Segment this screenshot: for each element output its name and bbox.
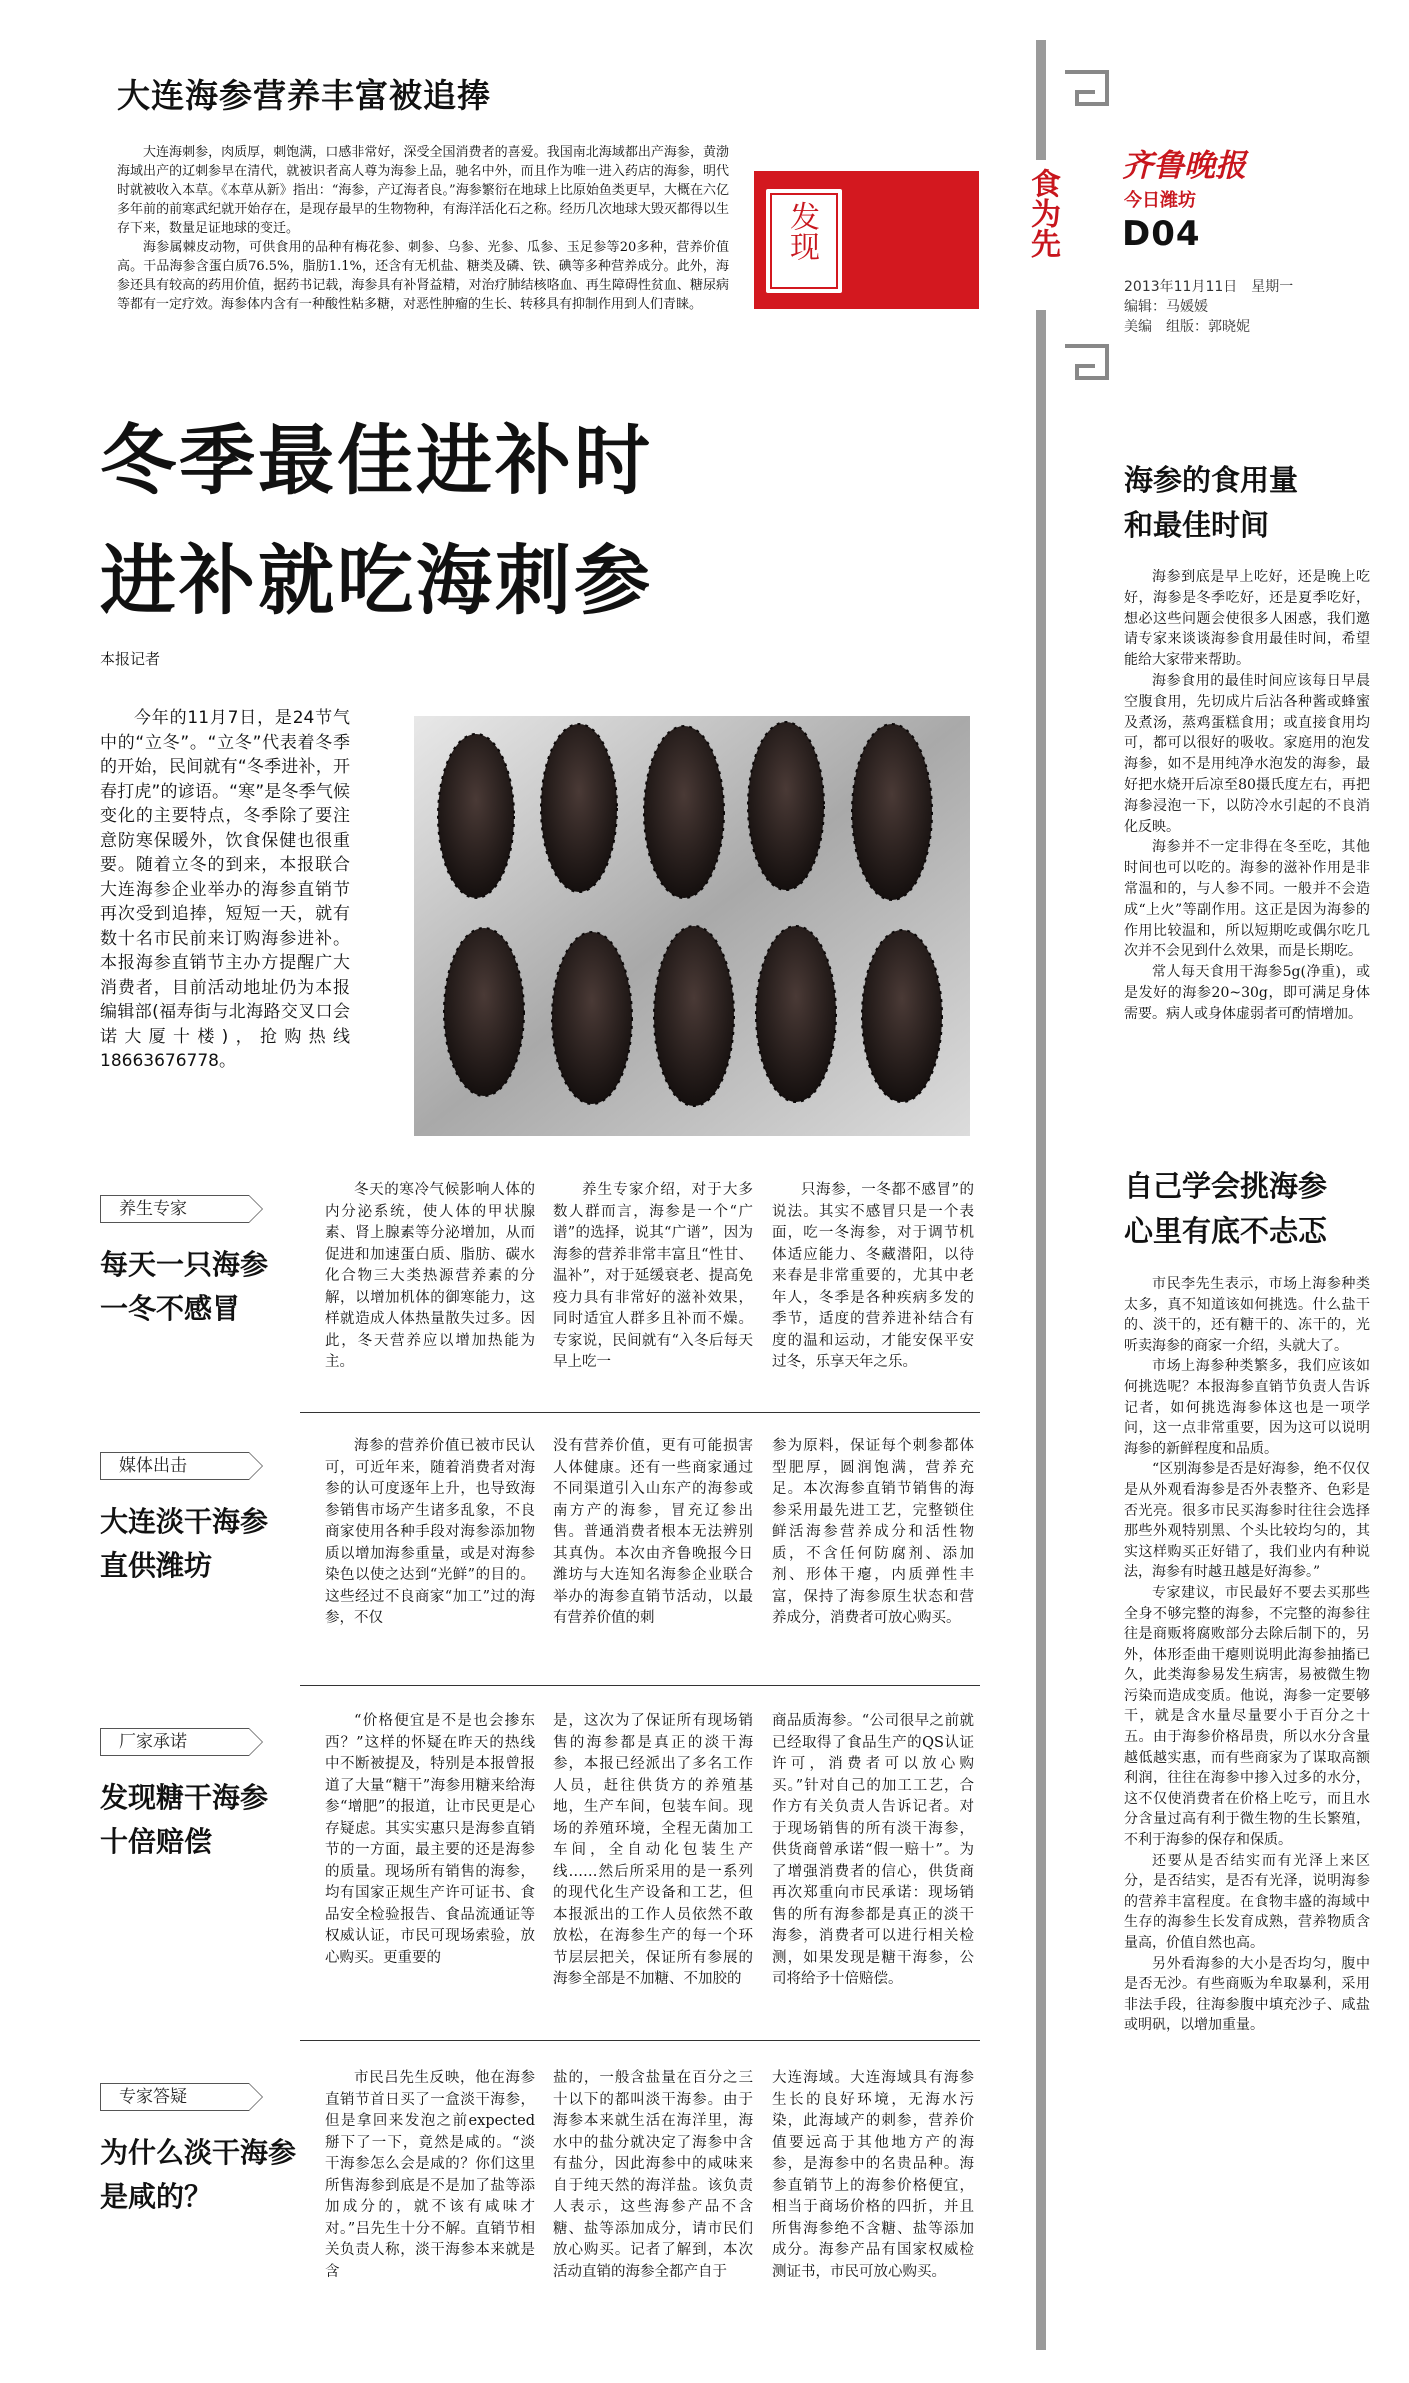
right-subhead-2 <box>1124 1164 1327 1254</box>
fret-pattern-icon <box>1063 70 1111 380</box>
section-2-col-3: 参为原料，保证每个刺参都体型肥厚，圆润饱满，营养充足。本次海参直销节销售的海参采用最先进工艺，完整锁住鲜活海参营养成分和活性物质，不含任何防腐剂、添加剂、形体干瘪，内质弹性丰富，保持了海参原生状态和营养成分，消费者可放心购买。 <box>772 1438 974 1626</box>
section-3-divider <box>300 2040 980 2041</box>
art-credit: 美编 组版：郭晓妮 <box>1124 319 1250 335</box>
byline: 本报记者 <box>100 650 161 668</box>
section-3-col-1: “价格便宜是不是也会掺东西？”这样的怀疑在昨天的热线中不断被提及，特别是本报曾报道了大量“糖干”海参用糖来给海参“增肥”的报道，让市民更是心存疑虑。其实实惠只是海参直销节的一方面，最主要的还是海参的质量。现场所有销售的海参，均有国家正规生产许可证书、食品安全检验报告、食品流通证等权威认证，市民可现场索验，放心购买。更重要的 <box>325 1713 535 1966</box>
right-subhead-2-line-2: 心里有底不忐忑 <box>1124 1214 1328 1248</box>
section-2-title-line-2: 直供潍坊 <box>100 1549 213 1582</box>
right-article-1-para-3: 海参并不一定非得在冬至吃，其他时间也可以吃的。海参的滋补作用是非常温和的，与人参不同。一般并不会造成“上火”等副作用。这正是因为海参的作用比较温和，所以短期吃或偶尔吃几次并不会见到什么效果，而是长期吃。 <box>1124 839 1370 960</box>
page-number: D04 <box>1122 214 1201 254</box>
section-1-tag <box>100 1195 249 1223</box>
section-1-tag-text: 养生专家 <box>119 1199 187 1219</box>
discovery-stamp <box>754 171 979 309</box>
section-label <box>1020 160 1062 310</box>
section-4-title-line-1: 为什么淡干海参 <box>100 2136 297 2169</box>
right-subhead-1-line-2: 和最佳时间 <box>1124 508 1270 542</box>
section-4-col-2: 盐的，一般含盐量在百分之三十以下的都叫淡干海参。由于海参本来就生活在海洋里，海水中的盐分就决定了海参中含有盐分，因此海参中的咸味来自于纯天然的海洋盐。该负责人表示，这些海参产品不含糖、盐等添加成分，请市民们放心购买。记者了解到，本次活动直销的海参全都产自于 <box>553 2070 753 2280</box>
section-1-title <box>100 1243 268 1331</box>
top-title: 大连海参营养丰富被追捧 <box>117 76 491 115</box>
section-2-title <box>100 1500 268 1588</box>
sea-cucumber-photo <box>414 716 970 1136</box>
issue-date: 2013年11月11日 星期一 <box>1124 279 1294 295</box>
section-4-col-3: 大连海域。大连海域具有海参生长的良好环境，无海水污染，此海域产的刺参，营养价值要远高于其他地方产的海参，是海参中的名贵品种。海参直销节上的海参价格便宜，相当于商场价格的四折，并且所售海参绝不含糖、盐等添加成分。海参产品有国家权威检测证书，市民可放心购买。 <box>772 2070 974 2280</box>
section-3-title-line-1: 发现糖干海参 <box>100 1781 269 1814</box>
editor-credit: 编辑：马媛媛 <box>1124 299 1208 315</box>
stamp-box <box>766 189 842 293</box>
section-1-divider <box>300 1412 980 1413</box>
section-3-tag <box>100 1728 249 1756</box>
right-article-2-para-1: 市民李先生表示，市场上海参种类太多，真不知道该如何挑选。什么盐干的、淡干的，还有糖干的、冻干的，光听卖海参的商家一介绍，头就大了。 <box>1124 1276 1370 1354</box>
section-3-title-line-2: 十倍赔偿 <box>100 1825 213 1858</box>
section-4-tag-text: 专家答疑 <box>119 2087 187 2107</box>
stamp-text: 发现 <box>784 201 819 261</box>
main-headline-line-2: 进补就吃海刺参 <box>100 536 653 625</box>
lead-text: 今年的11月7日，是24节气中的“立冬”。“立冬”代表着冬季的开始，民间就有“冬季进补，开春打虎”的谚语。“寒”是冬季气候变化的主要特点，冬季除了要注意防寒保暖外，饮食保健也很重要。随着立冬的到来，本报联合大连海参企业举办的海参直销节再次受到追捧，短短一天，就有数十名市民前来订购海参进补。本报海参直销节主办方提醒广大消费者，目前活动地址仍为本报编辑部(福寿街与北海路交叉口会诺大厦十楼)，抢购热线18663676778。 <box>100 708 350 1071</box>
right-article-2 <box>1124 1274 1370 2036</box>
section-1-title-line-1: 每天一只海参 <box>100 1248 269 1281</box>
sea-cucumber-image <box>414 716 970 1136</box>
section-3-col-3: 商品质海参。“公司很早之前就已经取得了食品生产的QS认证许可，消费者可以放心购买。”针对自己的加工工艺，合作方有关负责人告诉记者。对于现场销售的所有淡干海参，供货商曾承诺“假一赔十”。为了增强消费者的信心，供货商再次郑重向市民承诺：现场销售的所有海参都是真正的淡干海参，消费者可以进行相关检测，如果发现是糖干海参，公司将给予十倍赔偿。 <box>772 1713 974 1987</box>
right-article-2-para-5: 还要从是否结实而有光泽上来区分，是否结实，是否有光泽，说明海参的营养丰富程度。在食物丰盛的海域中生存的海参生长发育成熟，营养物质含量高，价值自然也高。 <box>1124 1852 1370 1951</box>
section-4-title-line-2: 是咸的？ <box>100 2180 213 2213</box>
edition-name: 今日潍坊 <box>1124 190 1196 211</box>
right-article-2-para-4: 专家建议，市民最好不要去买那些全身不够完整的海参，不完整的海参往往是商贩将腐败部分去除后制下的，另外，体形歪曲干瘪则说明此海参抽搐已久，此类海参易发生病害，易被微生物污染而造成变质。他说，海参一定要够干，就是含水量尽量要小于百分之十五。由于海参价格昂贵，所以水分含量越低越实惠，而有些商家为了谋取高额利润，往往在海参中掺入过多的水分，这不仅使消费者在价格上吃亏，而且水分含量过高有利于微生物的生长繁殖，不利于海参的保存和保质。 <box>1124 1584 1370 1849</box>
masthead-ornament <box>1063 70 1111 380</box>
section-4-tag <box>100 2083 249 2111</box>
vertical-divider <box>1036 40 1046 2350</box>
right-subhead-1-line-1: 海参的食用量 <box>1124 463 1299 497</box>
top-para-1: 大连海刺参，肉质厚，刺饱满，口感非常好，深受全国消费者的喜爱。我国南北海域都出产海参，黄渤海域出产的辽刺参早在清代，就被识者高人尊为海参上品，驰名中外，而且作为唯一进入药店的海参，明代时就被收入本草。《本草从新》指出：“海参，产辽海者良。”海参繁衍在地球上比原始鱼类更早，大概在六亿多年前的前寒武纪就开始存在，是现存最早的生物物种，有海洋活化石之称。经历几次地球大毁灭都得以生存下来，数量足证地球的变迁。 <box>117 145 729 236</box>
lead-paragraph <box>100 706 350 1074</box>
section-1-col-2: 养生专家介绍，对于大多数人群而言，海参是一个“广谱”的选择，说其“广谱”，因为海参的营养非常丰富且“性甘、温补”，对于延缓衰老、提高免疫力具有非常好的滋补效果，同时适宜人群多且补而不燥。专家说，民间就有“入冬后每天早上吃一 <box>553 1182 753 1370</box>
section-2-divider <box>300 1685 980 1686</box>
right-article-1-para-4: 常人每天食用干海参5g(净重)，或是发好的海参20~30g，即可满足身体需要。病人或身体虚弱者可酌情增加。 <box>1124 964 1370 1022</box>
top-para-2: 海参属棘皮动物，可供食用的品种有梅花参、刺参、乌参、光参、瓜参、玉足参等20多种，营养价值高。干品海参含蛋白质76.5%，脂肪1.1%，还含有无机盐、糖类及磷、铁、碘等多种营养成分。此外，海参还具有较高的药用价值，据药书记载，海参具有补肾益精，对治疗肺结核咯血、再生障碍性贫血、糖尿病等都有一定疗效。海参体内含有一种酸性粘多糖，对恶性肿瘤的生长、转移具有抑制作用到人们青睐。 <box>117 240 729 312</box>
section-2-title-line-1: 大连淡干海参 <box>100 1505 269 1538</box>
section-2-col-2: 没有营养价值，更有可能损害人体健康。还有一些商家通过不同渠道引入山东产的海参或南方产的海参，冒充辽参出售。普通消费者根本无法辨别其真伪。本次由齐鲁晚报今日潍坊与大连知名海参企业联合举办的海参直销节活动，以最有营养价值的刺 <box>553 1438 753 1626</box>
section-2-tag-text: 媒体出击 <box>119 1456 187 1476</box>
right-article-2-para-3: “区别海参是否是好海参，绝不仅仅是从外观看海参是否外表整齐、色彩是否光亮。很多市民买海参时往往会选择那些外观特别黑、个头比较均匀的，其实这样购买正好错了，我们业内有种说法，海参有时越丑越是好海参。” <box>1124 1461 1370 1581</box>
top-article <box>117 143 729 314</box>
paper-name: 齐鲁晚报 <box>1122 148 1246 184</box>
section-3-col-2: 是，这次为了保证所有现场销售的海参都是真正的淡干海参，本报已经派出了多名工作人员，赶往供货方的养殖基地，生产车间，包装车间。现场的养殖环境，全程无菌加工车间，全自动化包装生产线……然后所采用的是一系列的现代化生产设备和工艺，但本报派出的工作人员依然不敢放松，在海参生产的每一个环节层层把关，保证所有参展的海参全部是不加糖、不加胶的 <box>553 1713 753 1987</box>
section-1-col-3: 只海参，一冬都不感冒”的说法。其实不感冒只是一个表面，吃一冬海参，对于调节机体适应能力、冬藏潜阳，以待来春是非常重要的，尤其中老年人，冬季是各种疾病多发的季节，适度的营养进补结合有度的温和运动，才能安保平安过冬，乐享天年之乐。 <box>772 1182 974 1370</box>
section-4-title <box>100 2131 296 2219</box>
section-1-col-1: 冬天的寒冷气候影响人体的内分泌系统，使人体的甲状腺素、肾上腺素等分泌增加，从而促进和加速蛋白质、脂肪、碳水化合物三大类热源营养素的分解，以增加机体的御寒能力，这样就造成人体热量散失过多。因此，冬天营养应以增加热能为主。 <box>325 1182 535 1370</box>
right-article-1-para-2: 海参食用的最佳时间应该每日早晨空腹食用，先切成片后沾各种酱或蜂蜜及煮汤，蒸鸡蛋糕食用；或直接食用均可，都可以很好的吸收。家庭用的泡发海参，如不是用纯净水泡发的海参，最好把水烧开后凉至80摄氏度左右，再把海参浸泡一下，以防冷水引起的不良消化反映。 <box>1124 672 1370 835</box>
section-3-title <box>100 1776 268 1864</box>
right-article-2-para-6: 另外看海参的大小是否均匀，腹中是否无沙。有些商贩为牟取暴利，采用非法手段，往海参腹中填充沙子、咸盐或明矾，以增加重量。 <box>1124 1955 1370 2034</box>
section-2-tag <box>100 1452 249 1480</box>
right-subhead-1 <box>1124 458 1298 548</box>
main-headline-line-1: 冬季最佳进补时 <box>100 416 653 505</box>
right-article-1-para-1: 海参到底是早上吃好，还是晚上吃好，海参是冬季吃好，还是夏季吃好，想必这些问题会使很多人困惑，我们邀请专家来谈谈海参食用最佳时间，希望能给大家带来帮助。 <box>1124 569 1370 669</box>
section-2-col-1: 海参的营养价值已被市民认可，可近年来，随着消费者对海参的认可度逐年上升，也导致海参销售市场产生诸多乱象，不良商家使用各种手段对海参添加物质以增加海参重量，或是对海参染色以使之达到“光鲜”的目的。这些经过不良商家“加工”过的海参，不仅 <box>325 1438 535 1626</box>
right-article-2-para-2: 市场上海参种类繁多，我们应该如何挑选呢？本报海参直销节负责人告诉记者，如何挑选海参体这也是一项学问，这一点非常重要，因为这可以说明海参的新鲜程度和品质。 <box>1124 1358 1370 1457</box>
right-article-1 <box>1124 567 1370 1025</box>
right-subhead-2-line-1: 自己学会挑海参 <box>1124 1169 1328 1203</box>
section-4-col-1: 市民吕先生反映，他在海参直销节首日买了一盒淡干海参，但是拿回来发泡之前expected掰下了一下，竟然是咸的。“淡干海参怎么会是咸的？你们这里所售海参到底是不是加了盐等添加成分的，就不该有咸味才对。”吕先生十分不解。直销节相关负责人称，淡干海参本来就是含 <box>325 2070 535 2280</box>
section-1-title-line-2: 一冬不感冒 <box>100 1292 241 1325</box>
section-3-tag-text: 厂家承诺 <box>119 1732 187 1752</box>
section-label-text: 食为先 <box>1025 168 1060 258</box>
